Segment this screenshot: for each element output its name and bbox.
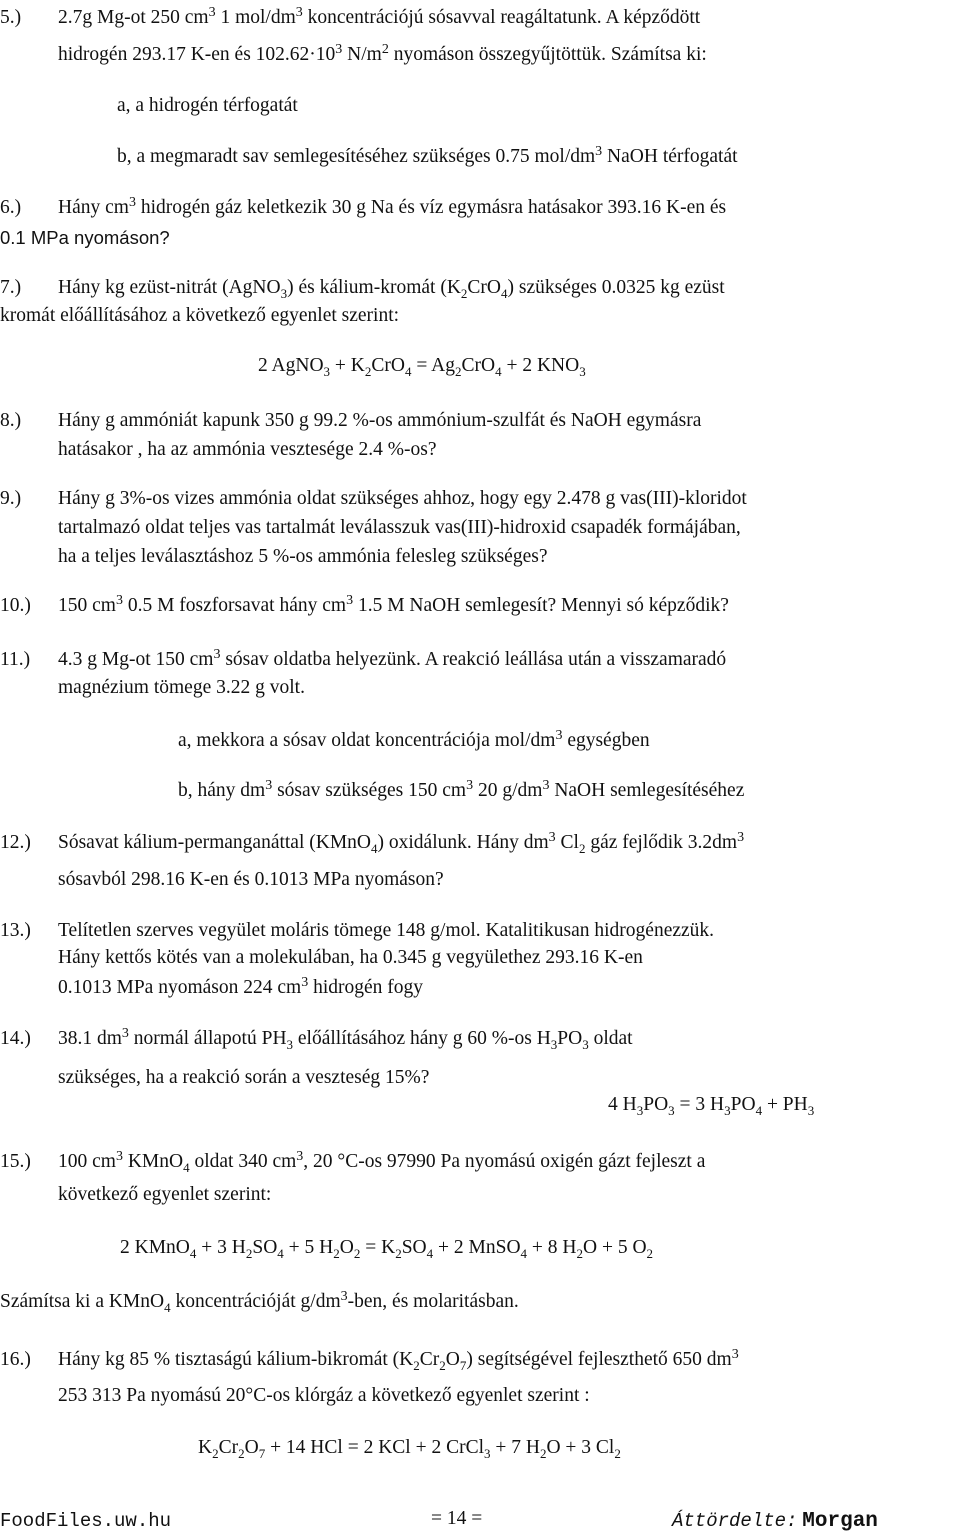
problem-text-line: hidrogén 293.17 K-en és $102.62\cdot 10^3$ $N/m^2$ nyomáson összegyűjtöttük. Számítsa ki: <box>58 42 707 65</box>
problem-text-line: Hány kg ezüst-nitrát (AgNO$_3$) és kálium-kromát $(K_2CrO_4)$ szükséges 0.0325 kg ezüst <box>58 277 725 301</box>
problem-text-line: magnézium tömege 3.22 g volt. <box>58 677 305 698</box>
problem-text-line: Sósavat kálium-permanganáttal (KMnO$_4$) oxidálunk. Hány $dm^3$ $Cl_2$ gáz fejlődik $3.2dm^3$ <box>58 830 745 856</box>
problem-text-line: Hány g 3%-os vizes ammónia oldat szükséges ahhoz, hogy egy 2.478 g vas(III)-kloridot <box>58 488 747 509</box>
problem-number: 6.) <box>0 197 22 218</box>
problem-number: 5.) <box>0 7 22 28</box>
chemical-equation: 2 KMnO$_4$ + 3 $H_2SO_4 + 5$ $H_2O_2 = K_2SO_4 + 2$ MnSO$_4$ + 8 $H_2O + 5$ $O_2$ <box>120 1237 654 1261</box>
problem-number: 15.) <box>0 1151 31 1172</box>
problem-text-line: 4.3 g Mg-ot 150 $cm^3$ sósav oldatba helyezünk. A reakció leállása után a visszamaradó <box>58 647 727 670</box>
footer-site: FoodFiles.uw.hu <box>0 1510 172 1532</box>
problem-number: 9.) <box>0 488 22 509</box>
problem-text-line: Telítetlen szerves vegyület moláris tömege 148 g/mol. Katalitikusan hidrogénezzük. <box>58 920 715 941</box>
chemical-equation: 4 $H_3PO_3 = 3$ $H_3PO_4 + PH_3$ <box>608 1094 815 1118</box>
problem-text-line: 100 $cm^3$ KMnO$_4$ oldat 340 $cm^3$, 20 °C-os 97990 Pa nyomású oxigén gázt fejleszt a <box>58 1149 706 1175</box>
problem-text-line: 38.1 $dm^3$ normál állapotú $PH_3$ előállításához hány g 60 %-os $H_3PO_3$ oldat <box>58 1026 633 1052</box>
problem-text-line: sósavból 298.16 K-en és 0.1013 MPa nyomáson? <box>58 869 444 890</box>
problem-text-line: tartalmazó oldat teljes vas tartalmát leválasszuk vas(III)-hidroxid csapadék formájában, <box>58 517 741 538</box>
problem-text-line: 150 $cm^3$ 0.5 M foszforsavat hány $cm^3$ 1.5 M NaOH semlegesít? Mennyi só képződik? <box>58 593 729 616</box>
problem-number: 13.) <box>0 920 31 941</box>
problem-number: 8.) <box>0 410 22 431</box>
problem-text-line: Hány kg 85 % tisztaságú kálium-bikromát $(K_2Cr_2O_7)$ segítségével fejleszthető 650 $dm^3$ <box>58 1347 739 1373</box>
problem-text-line: következő egyenlet szerint: <box>58 1184 272 1205</box>
page-number: = 14 = <box>431 1508 483 1529</box>
calculation-instruction: Számítsa ki a KMnO$_4$ koncentrációját $g/dm^3$-ben, és molaritásban. <box>0 1289 519 1315</box>
sub-question-a: a, a hidrogén térfogatát <box>117 95 298 116</box>
problem-text-line: 0.1013 MPa nyomáson 224 $cm^3$ hidrogén fogy <box>58 975 424 998</box>
sub-question-b: b, hány $dm^3$ sósav szükséges 150 $cm^3$ 20 $g/dm^3$ NaOH semlegesítéséhez <box>178 778 745 801</box>
problem-number: 10.) <box>0 595 31 616</box>
problem-text-line: hatásakor , ha az ammónia vesztesége 2.4 %-os? <box>58 439 437 460</box>
problem-text-line: kromát előállításához a következő egyenlet szerint: <box>0 305 400 326</box>
problem-number: 12.) <box>0 832 31 853</box>
chemical-equation: 2 AgNO$_3$ + $K_2CrO_4 = Ag_2CrO_4 + 2$ $KNO_3$ <box>258 355 586 379</box>
problem-number: 11.) <box>0 649 31 670</box>
chemical-equation: $K_2Cr_2O_7 + 14$ HCl = 2 KCl + 2 CrCl$_3$ + 7 $H_2O + 3$ $Cl_2$ <box>198 1437 621 1461</box>
problem-text-line: Hány $cm^3$ hidrogén gáz keletkezik 30 g Na és víz egymásra hatásakor 393.16 K-en és <box>58 195 727 218</box>
sub-question-b: b, a megmaradt sav semlegesítéséhez szükséges 0.75 mol/$dm^3$ NaOH térfogatát <box>117 144 738 167</box>
problem-number: 16.) <box>0 1349 31 1370</box>
problem-number: 14.) <box>0 1028 31 1049</box>
sub-question-a: a, mekkora a sósav oldat koncentrációja mol/$dm^3$ egységben <box>178 728 650 751</box>
problem-text-line: Hány kettős kötés van a molekulában, ha 0.345 g vegyülethez 293.16 K-en <box>58 947 643 968</box>
problem-text-line: Hány g ammóniát kapunk 350 g 99.2 %-os ammónium-szulfát és NaOH egymásra <box>58 410 702 431</box>
page-footer <box>0 1508 960 1534</box>
problem-text-line: szükséges, ha a reakció során a veszteség 15%? <box>58 1067 430 1088</box>
problem-text-line: 253 313 Pa nyomású 20°C-os klórgáz a következő egyenlet szerint : <box>58 1385 590 1406</box>
problem-number: 7.) <box>0 277 22 298</box>
problem-text-line: 0.1 MPa nyomáson? <box>0 227 170 248</box>
footer-credit: Áttördelte: Morgan <box>672 1510 878 1533</box>
problem-text-line: ha a teljes leválasztáshoz 5 %-os ammónia felesleg szükséges? <box>58 546 548 567</box>
problem-text-line: 2.7g Mg-ot 250 $cm^3$ 1 mol/$dm^3$ koncentrációjú sósavval reagáltatunk. A képződött <box>58 5 701 28</box>
